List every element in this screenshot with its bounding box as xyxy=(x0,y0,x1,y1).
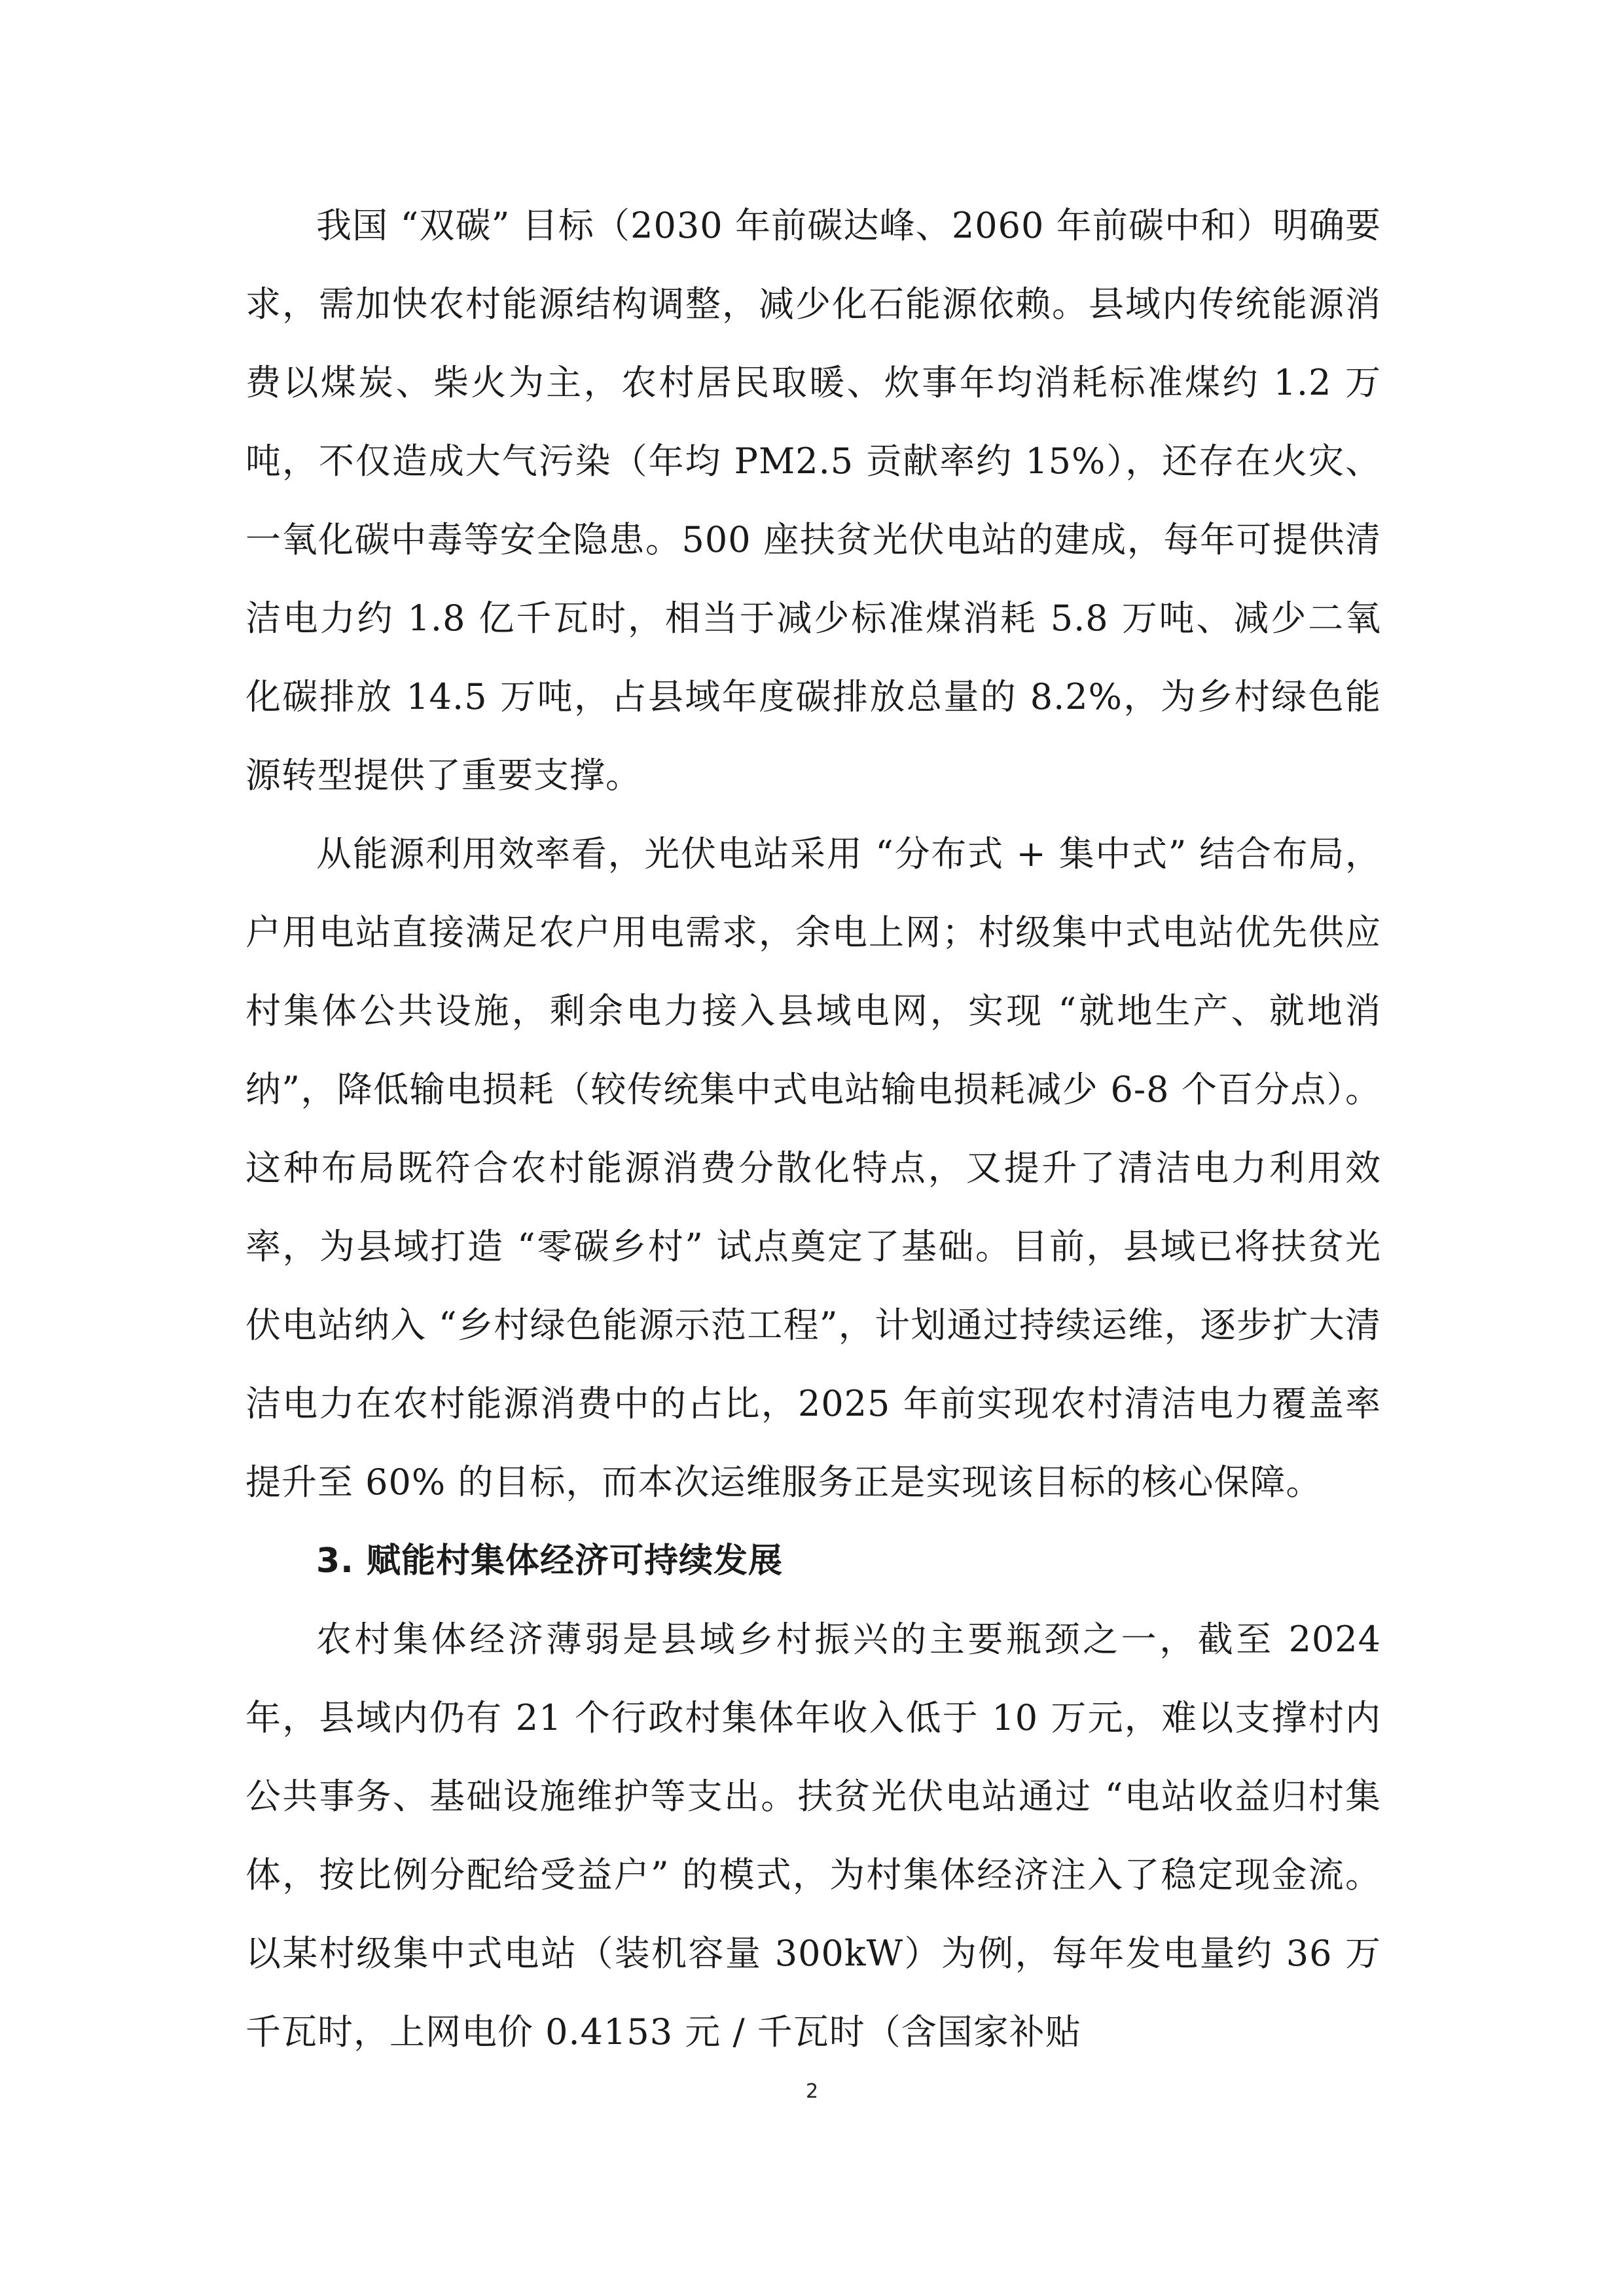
page-number: 2 xyxy=(805,2080,819,2103)
body-text xyxy=(245,187,1381,2072)
paragraph-energy-efficiency: 从能源利用效率看，光伏电站采用 “分布式 + 集中式” 结合布局，户用电站直接满足农户用电需求，余电上网；村级集中式电站优先供应村集体公共设施，剩余电力接入县域电网，实现 “就地生产、就地消纳”，降低输电损耗（较传统集中式电站输电损耗减少 6-8 个百分点）。这种布局既符合农村能源消费分散化特点，又提升了清洁电力利用效率，为县域打造 “零碳乡村” 试点奠定了基础。目前，县域已将扶贫光伏电站纳入 “乡村绿色能源示范工程”，计划通过持续运维，逐步扩大清洁电力在农村能源消费中的占比，2025 年前实现农村清洁电力覆盖率提升至 60% 的目标，而本次运维服务正是实现该目标的核心保障。 xyxy=(245,833,1381,1503)
paragraph-collective-economy: 农村集体经济薄弱是县域乡村振兴的主要瓶颈之一，截至 2024 年，县域内仍有 21 个行政村集体年收入低于 10 万元，难以支撑村内公共事务、基础设施维护等支出。扶贫光伏电站通过 “电站收益归村集体，按比例分配给受益户” 的模式，为村集体经济注入了稳定现金流。以某村级集中式电站（装机容量 300kW）为例，每年发电量约 36 万千瓦时，上网电价 0.4153 元 / 千瓦时（含国家补贴 xyxy=(245,1619,1381,2053)
paragraph-dual-carbon: 我国 “双碳” 目标（2030 年前碳达峰、2060 年前碳中和）明确要求，需加快农村能源结构调整，减少化石能源依赖。县域内传统能源消费以煤炭、柴火为主，农村居民取暖、炊事年均消耗标准煤约 1.2 万吨，不仅造成大气污染（年均 PM2.5 贡献率约 15%），还存在火灾、一氧化碳中毒等安全隐患。500 座扶贫光伏电站的建成，每年可提供清洁电力约 1.8 亿千瓦时，相当于减少标准煤消耗 5.8 万吨、减少二氧化碳排放 14.5 万吨，占县域年度碳排放总量的 8.2%，为乡村绿色能源转型提供了重要支撑。 xyxy=(245,205,1381,796)
section-heading: 3. 赋能村集体经济可持续发展 xyxy=(316,1541,784,1581)
